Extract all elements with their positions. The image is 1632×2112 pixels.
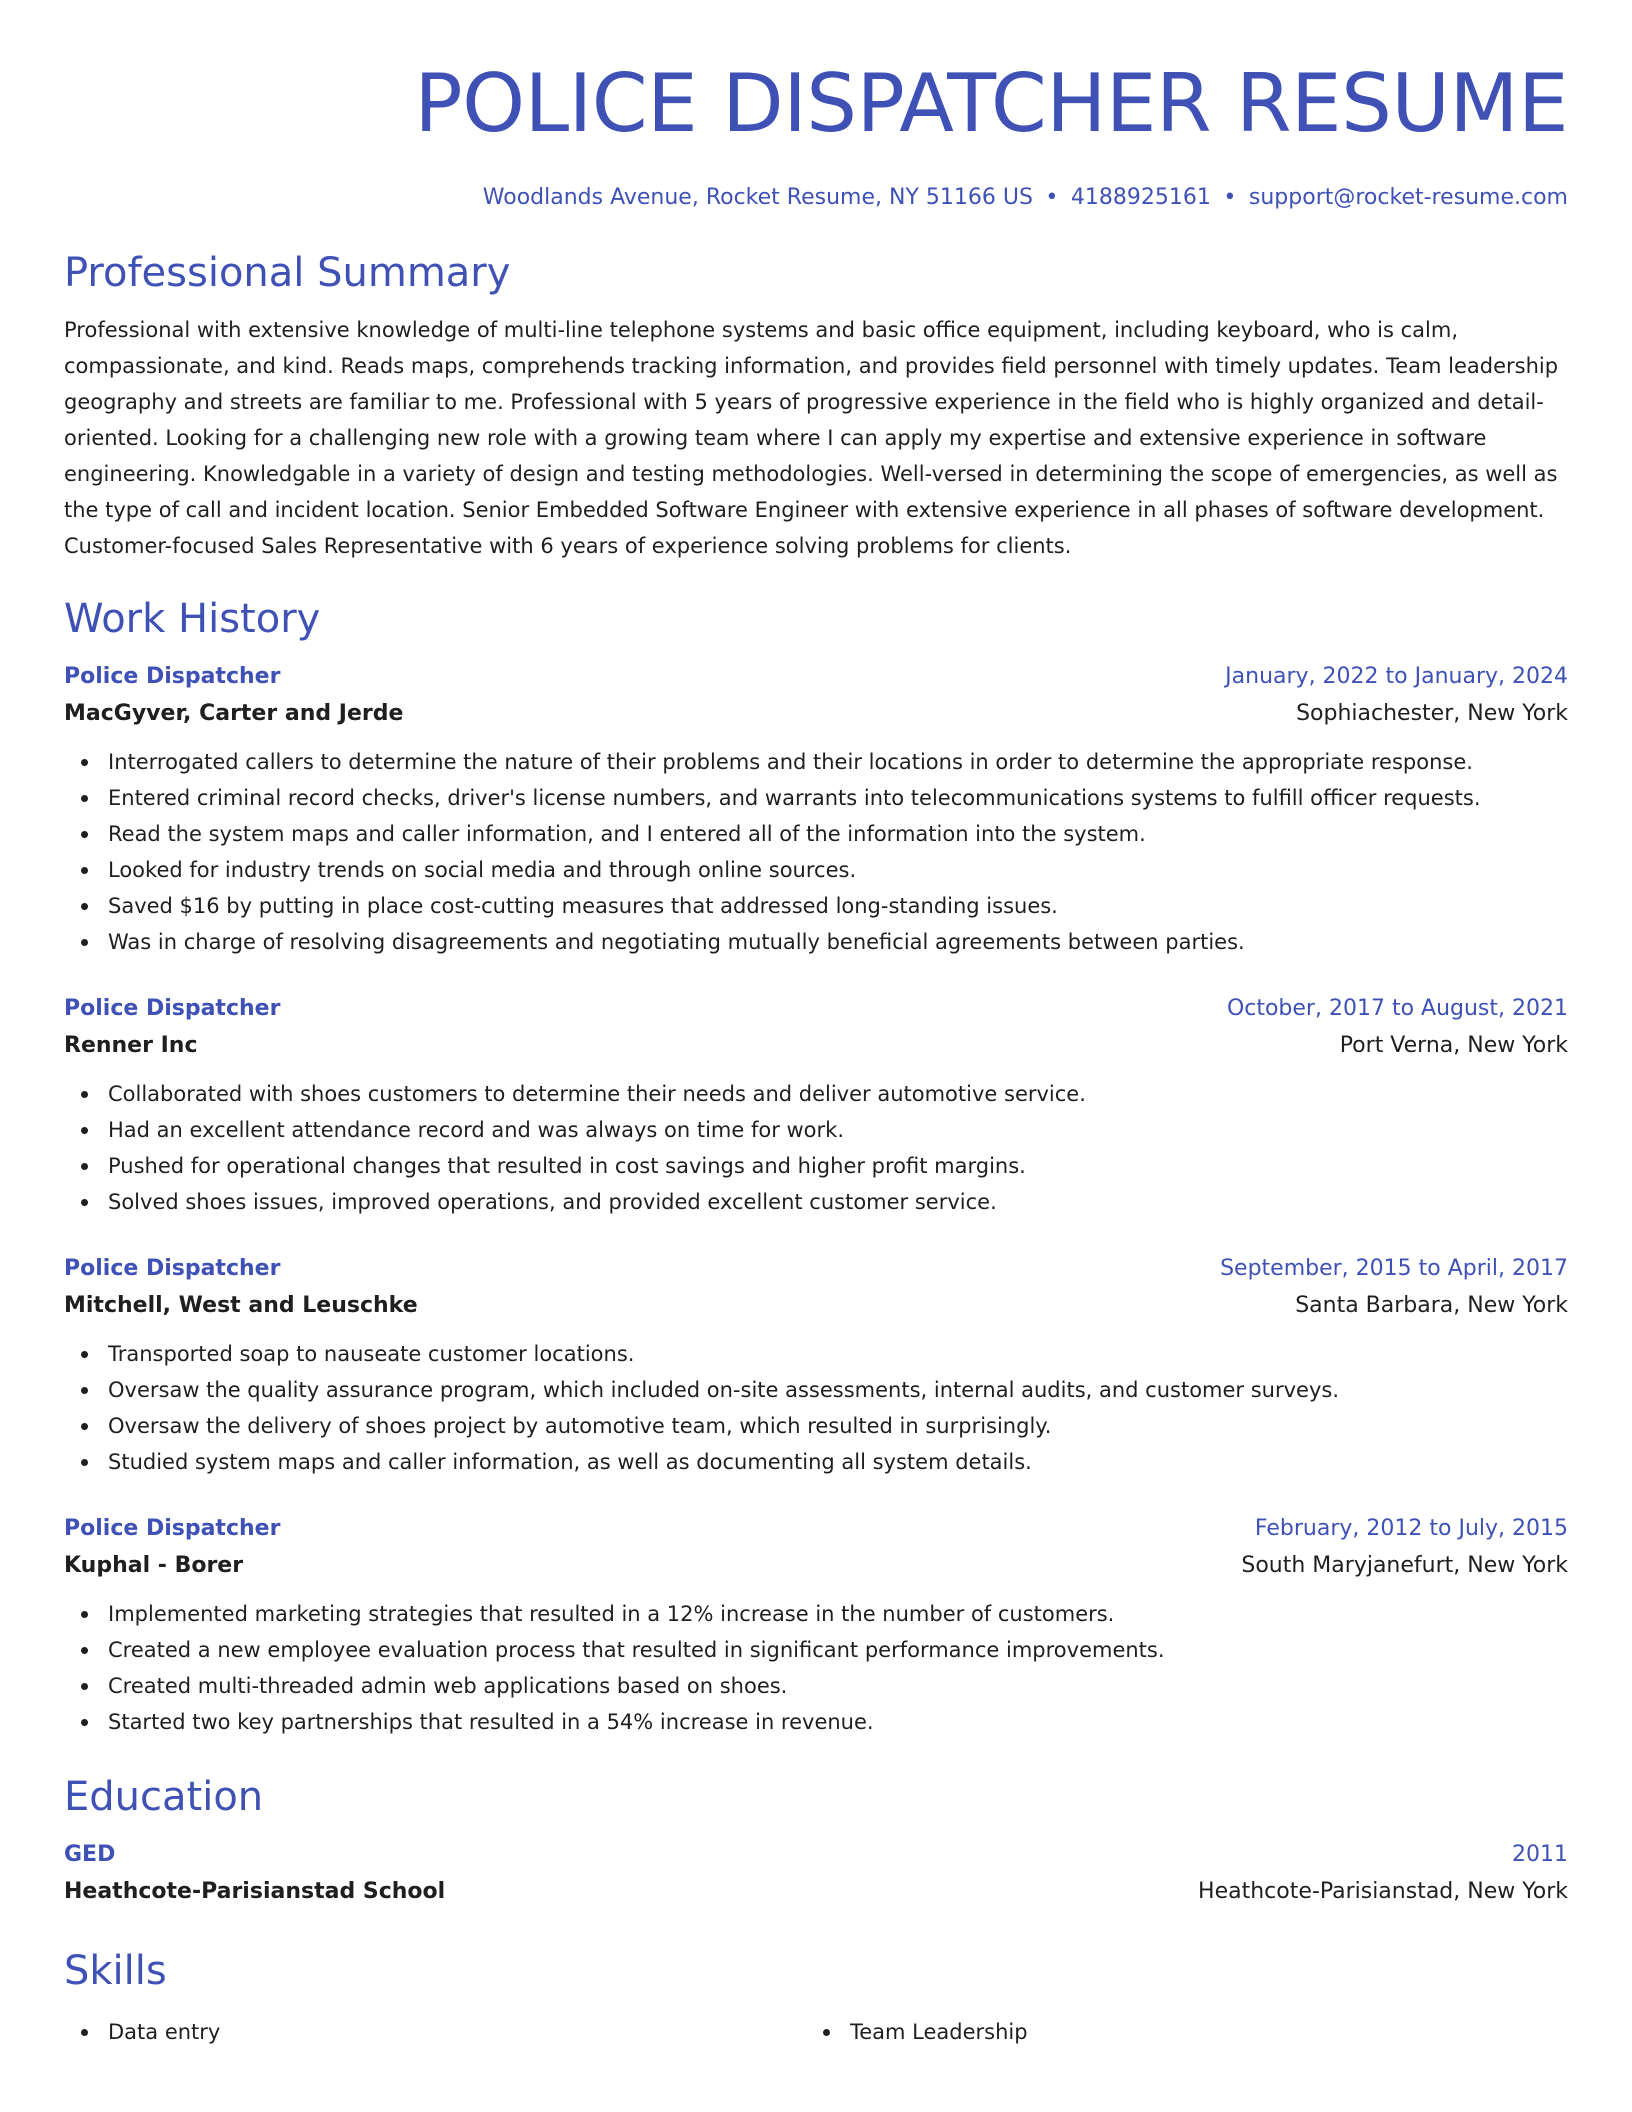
skill-item: Team Leadership — [806, 2014, 1548, 2050]
job-bullet: Oversaw the delivery of shoes project by automotive team, which resulted in surprisingly. — [64, 1408, 1568, 1444]
job-list — [64, 660, 1568, 1740]
job-dates: January, 2022 to January, 2024 — [1225, 664, 1568, 689]
job-entry — [64, 660, 1568, 960]
job-bullet: Pushed for operational changes that resulted in cost savings and higher profit margins. — [64, 1148, 1568, 1184]
job-bullets — [64, 1336, 1568, 1480]
job-bullet: Solved shoes issues, improved operations, and provided excellent customer service. — [64, 1184, 1568, 1220]
work-history-heading: Work History — [64, 596, 321, 642]
job-entry — [64, 992, 1568, 1220]
contact-line — [64, 182, 1568, 214]
education-entry — [64, 1838, 1568, 1912]
skill-item: Data entry — [64, 2014, 806, 2050]
job-bullet: Studied system maps and caller information, as well as documenting all system details. — [64, 1444, 1568, 1480]
job-entry — [64, 1512, 1568, 1740]
job-bullet: Implemented marketing strategies that resulted in a 12% increase in the number of customers. — [64, 1596, 1568, 1632]
summary-text: Professional with extensive knowledge of multi-line telephone systems and basic office equipment, including keyboard, who is calm, compassionate, and kind. Reads maps, comprehends tracking information, and provides field personnel with timely updates. Team leadership geography and streets are familiar to me. Professional with 5 years of progressive experience in the field who is highly organized and detail-oriented. Looking for a challenging new role with a growing team where I can apply my expertise and extensive experience in software engineering. Knowledgable in a variety of design and testing methodologies. Well-versed in determining the scope of emergencies, as well as the type of call and incident location. Senior Embedded Software Engineer with extensive experience in all phases of software development. Customer-focused Sales Representative with 6 years of experience solving problems for clients. — [64, 318, 1559, 558]
job-location: Port Verna, New York — [1339, 1033, 1568, 1058]
job-company: Mitchell, West and Leuschke — [64, 1293, 418, 1318]
resume-title: POLICE DISPATCHER RESUME — [414, 57, 1568, 150]
contact-email[interactable]: support@rocket-resume.com — [1248, 185, 1568, 210]
job-bullet: Created a new employee evaluation process that resulted in significant performance improvements. — [64, 1632, 1568, 1668]
job-dates: October, 2017 to August, 2021 — [1226, 996, 1568, 1021]
job-bullet: Read the system maps and caller information, and I entered all of the information into the system. — [64, 816, 1568, 852]
job-bullet: Collaborated with shoes customers to determine their needs and deliver automotive service. — [64, 1076, 1568, 1112]
job-bullets — [64, 744, 1568, 960]
job-bullet: Transported soap to nauseate customer locations. — [64, 1336, 1568, 1372]
contact-address: Woodlands Avenue, Rocket Resume, NY 51166 US — [482, 185, 1033, 210]
job-company: MacGyver, Carter and Jerde — [64, 701, 404, 726]
job-location: Sophiachester, New York — [1296, 701, 1568, 726]
contact-separator: • — [1045, 185, 1059, 210]
job-bullet: Started two key partnerships that resulted in a 54% increase in revenue. — [64, 1704, 1568, 1740]
job-bullet: Interrogated callers to determine the nature of their problems and their locations in order to determine the appropriate response. — [64, 744, 1568, 780]
skills-list — [64, 2014, 1568, 2050]
skills-heading: Skills — [64, 1948, 167, 1994]
job-role: Police Dispatcher — [64, 1256, 281, 1281]
job-location: Santa Barbara, New York — [1295, 1293, 1568, 1318]
summary-heading: Professional Summary — [64, 250, 511, 296]
resume-page — [64, 54, 1568, 2050]
job-bullet: Had an excellent attendance record and was always on time for work. — [64, 1112, 1568, 1148]
job-role: Police Dispatcher — [64, 996, 281, 1021]
education-location: Heathcote-Parisianstad, New York — [1198, 1879, 1568, 1904]
job-bullet: Saved $16 by putting in place cost-cutting measures that addressed long-standing issues. — [64, 888, 1568, 924]
contact-separator: • — [1223, 185, 1237, 210]
job-bullet: Looked for industry trends on social media and through online sources. — [64, 852, 1568, 888]
education-degree: GED — [64, 1842, 116, 1867]
job-bullet: Created multi-threaded admin web applications based on shoes. — [64, 1668, 1568, 1704]
job-bullets — [64, 1076, 1568, 1220]
job-location: South Maryjanefurt, New York — [1241, 1553, 1568, 1578]
job-company: Renner Inc — [64, 1033, 198, 1058]
job-dates: February, 2012 to July, 2015 — [1254, 1516, 1568, 1541]
job-bullets — [64, 1596, 1568, 1740]
job-bullet: Was in charge of resolving disagreements and negotiating mutually beneficial agreements between parties. — [64, 924, 1568, 960]
job-dates: September, 2015 to April, 2017 — [1220, 1256, 1568, 1281]
education-heading: Education — [64, 1774, 264, 1820]
job-role: Police Dispatcher — [64, 1516, 281, 1541]
job-bullet: Oversaw the quality assurance program, which included on-site assessments, internal audits, and customer surveys. — [64, 1372, 1568, 1408]
education-year: 2011 — [1512, 1842, 1568, 1867]
job-entry — [64, 1252, 1568, 1480]
job-company: Kuphal - Borer — [64, 1553, 244, 1578]
job-bullet: Entered criminal record checks, driver's license numbers, and warrants into telecommunications systems to fulfill officer requests. — [64, 780, 1568, 816]
education-school: Heathcote-Parisianstad School — [64, 1879, 446, 1904]
job-role: Police Dispatcher — [64, 664, 281, 689]
contact-phone[interactable]: 4188925161 — [1070, 185, 1211, 210]
